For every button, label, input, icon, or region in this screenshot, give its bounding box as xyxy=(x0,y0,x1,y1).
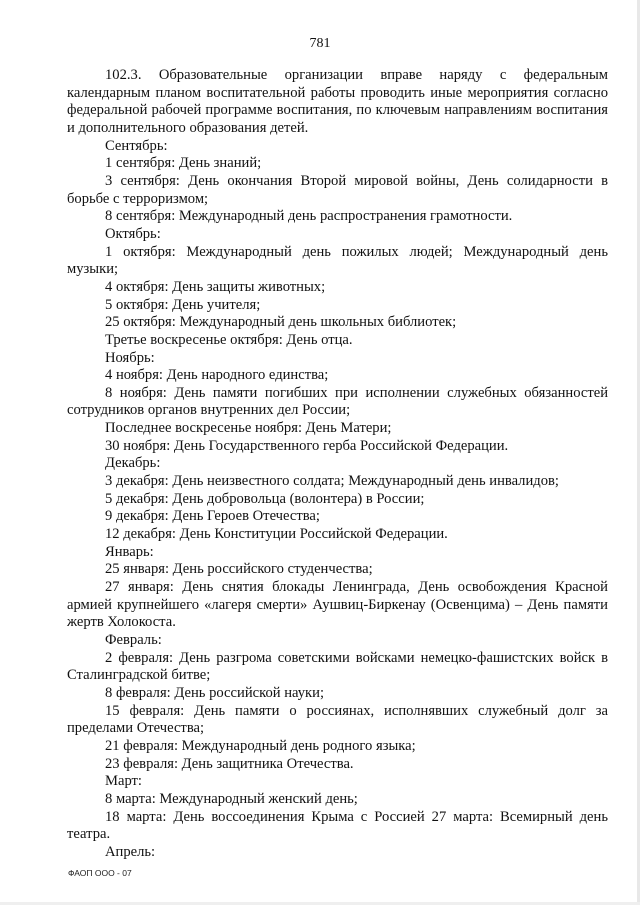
month-heading-september: Сентябрь: xyxy=(105,137,168,154)
list-item: 27 января: День снятия блокады Ленинграда, День освобождения Красной армией крупнейшего «лагеря смерти» Аушвиц-Биркенау (Освенцима) – День памяти жертв Холокоста. xyxy=(67,579,608,631)
list-item: Третье воскресенье октября: День отца. xyxy=(105,331,353,348)
list-item: 18 марта: День воссоединения Крыма с Россией 27 марта: Всемирный день театра. xyxy=(67,808,608,843)
month-heading-april: Апрель: xyxy=(105,843,156,860)
list-item: 8 февраля: День российской науки; xyxy=(105,684,325,701)
list-item: 25 января: День российского студенчества; xyxy=(105,561,373,578)
list-item: 9 декабря: День Героев Отечества; xyxy=(105,508,320,525)
list-item: 25 октября: Международный день школьных библиотек; xyxy=(105,314,457,331)
list-item: 2 февраля: День разгрома советскими войсками немецко-фашистских войск в Сталинградской битве; xyxy=(67,649,608,684)
document-footer-code: ФАОП ООО - 07 xyxy=(68,868,132,878)
month-heading-january: Январь: xyxy=(105,543,154,560)
list-item: 4 октября: День защиты животных; xyxy=(105,278,326,295)
document-body xyxy=(67,67,608,862)
list-item: 5 октября: День учителя; xyxy=(105,296,261,313)
month-heading-february: Февраль: xyxy=(105,632,162,648)
list-item: 8 ноября: День памяти погибших при исполнении служебных обязанностей сотрудников органов внутренних дел России; xyxy=(67,384,608,419)
month-heading-december: Декабрь: xyxy=(105,455,161,472)
list-item: 1 сентября: День знаний; xyxy=(105,155,262,172)
list-item: 21 февраля: Международный день родного языка; xyxy=(105,737,416,754)
list-item: 3 сентября: День окончания Второй мировой войны, День солидарности в борьбе с терроризмом; xyxy=(67,172,608,207)
list-item: 23 февраля: День защитника Отечества. xyxy=(105,755,354,772)
list-item: 12 декабря: День Конституции Российской Федерации. xyxy=(105,526,448,543)
list-item: 3 декабря: День неизвестного солдата; Международный день инвалидов; xyxy=(105,473,559,490)
list-item: 15 февраля: День памяти о россиянах, исполнявших служебный долг за пределами Отечества; xyxy=(67,702,608,737)
list-item: 8 сентября: Международный день распространения грамотности. xyxy=(105,208,513,225)
month-heading-october: Октябрь: xyxy=(105,225,161,242)
page-number: 781 xyxy=(309,36,331,51)
intro-paragraph: 102.3. Образовательные организации вправе наряду с федеральным календарным планом воспитательной работы проводить иные мероприятия согласно федеральной рабочей программе воспитания, по ключевым направлениям воспитания и дополнительного образования детей. xyxy=(67,67,608,136)
list-item: 5 декабря: День добровольца (волонтера) в России; xyxy=(105,490,425,507)
list-item: 8 марта: Международный женский день; xyxy=(105,790,358,807)
month-heading-november: Ноябрь: xyxy=(105,349,155,366)
list-item: 30 ноября: День Государственного герба Российской Федерации. xyxy=(105,437,509,454)
month-heading-march: Март: xyxy=(105,773,142,790)
list-item: Последнее воскресенье ноября: День Матери; xyxy=(105,420,392,437)
list-item: 4 ноября: День народного единства; xyxy=(105,367,329,384)
list-item: 1 октября: Международный день пожилых людей; Международный день музыки; xyxy=(67,243,608,278)
